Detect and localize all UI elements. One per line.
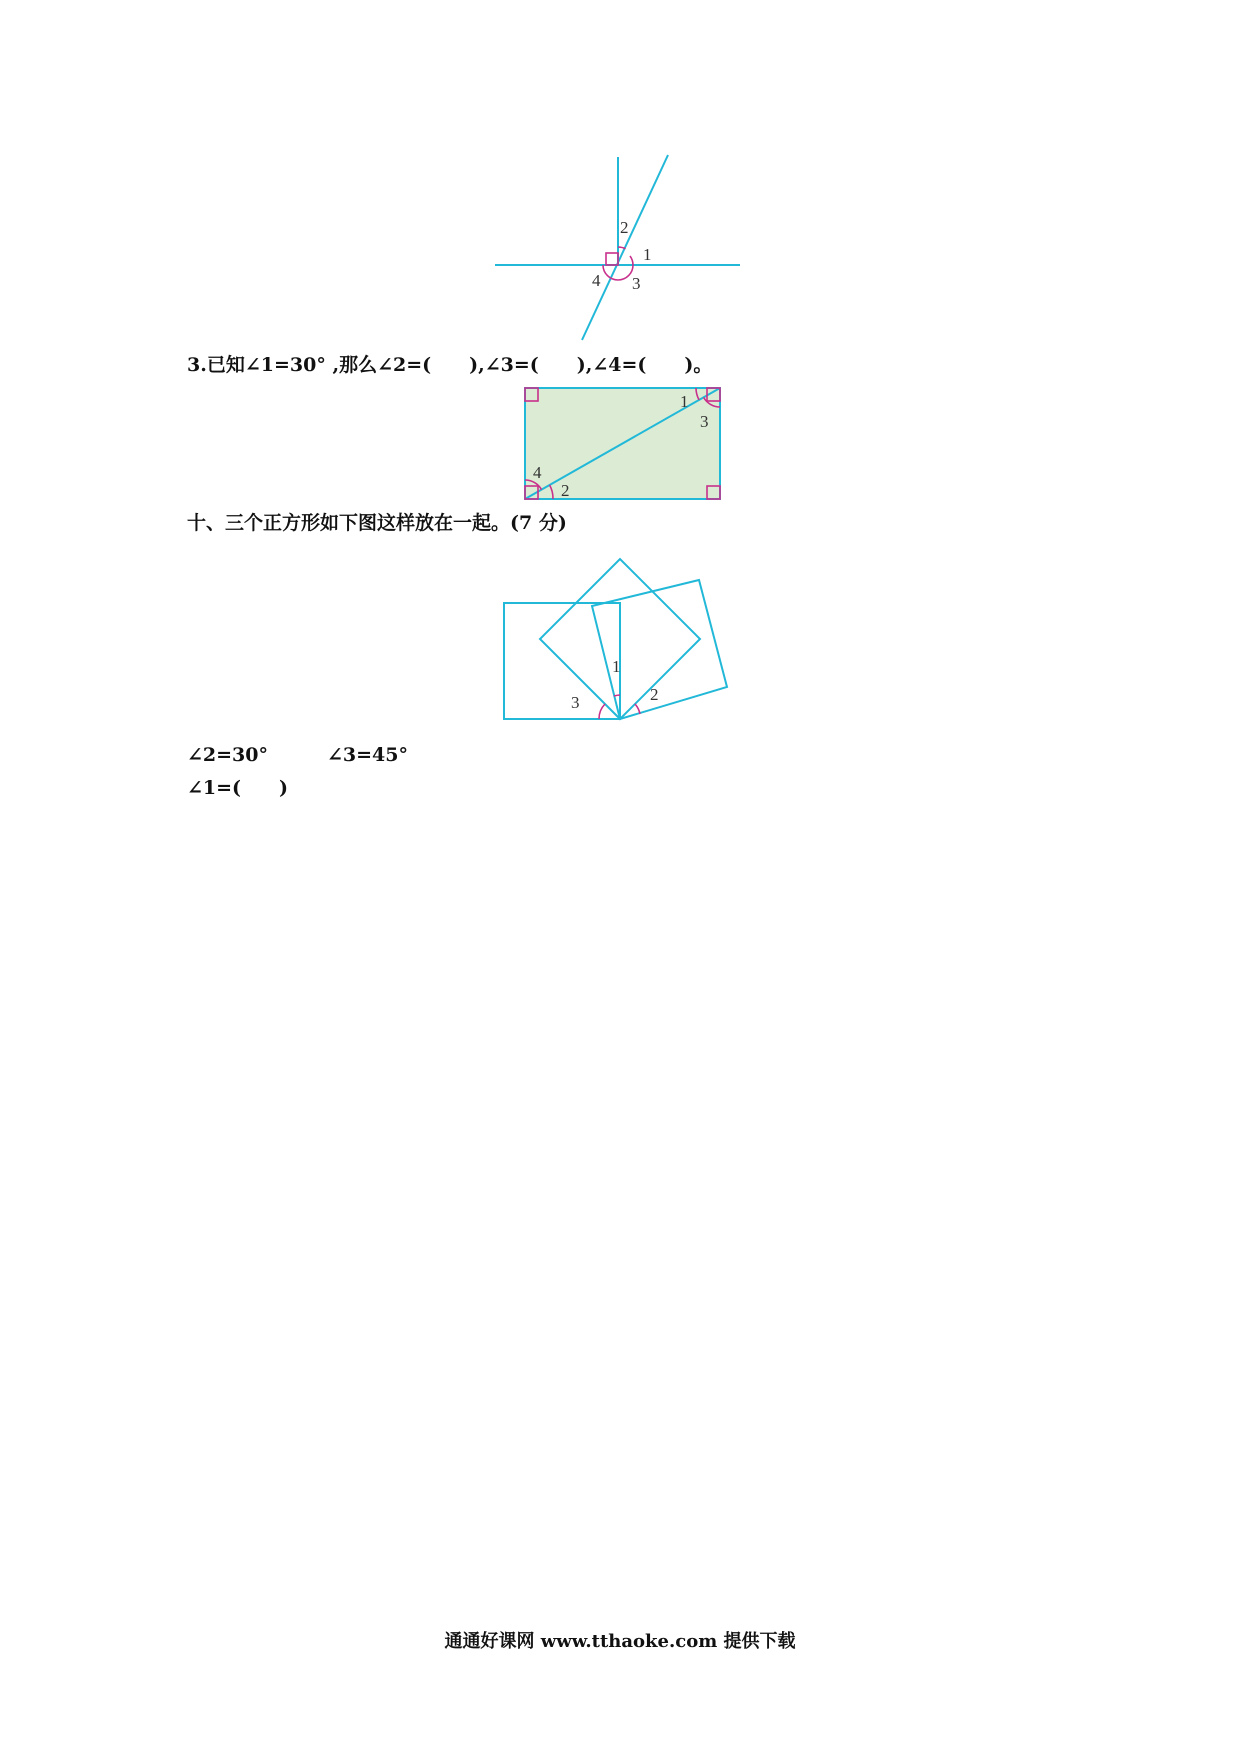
three-squares-figure [495, 548, 745, 733]
angle-label-4: 4 [592, 271, 601, 290]
right-angle-marker [606, 253, 618, 265]
question-10-heading: 十、三个正方形如下图这样放在一起。(7 分) [187, 512, 567, 534]
angle-label-3: 3 [700, 412, 709, 431]
angle-label-1: 1 [612, 657, 621, 676]
angle-label-2: 2 [620, 218, 629, 237]
angle-label-2: 2 [561, 481, 570, 500]
right-tilted-square [592, 580, 727, 719]
question-3: 3.已知∠1=30° ,那么∠2=( ),∠3=( ),∠4=( )。 [187, 354, 713, 376]
footer-source: 通通好课网 www.tthaoke.com 提供下载 [444, 1631, 796, 1652]
angle-1-arc [630, 256, 633, 265]
intersecting-lines-figure [490, 150, 750, 350]
angle-label-4: 4 [533, 463, 542, 482]
angle-3-arc [599, 704, 605, 719]
angle-label-1: 1 [643, 245, 652, 264]
angle-label-3: 3 [571, 693, 580, 712]
angle-label-3: 3 [632, 274, 641, 293]
rectangle-diagonal-figure [520, 383, 730, 508]
given-angle-3: ∠3=45° [327, 744, 409, 766]
oblique-line [582, 155, 668, 340]
angle-1-arc [614, 695, 620, 696]
angle-2-arc [635, 704, 640, 714]
angle-3-4-arc [603, 265, 633, 280]
angle-label-1: 1 [680, 392, 689, 411]
angle-label-2: 2 [650, 685, 659, 704]
answer-angle-1-blank: ∠1=( ) [187, 777, 289, 799]
given-angle-2: ∠2=30° [187, 744, 269, 766]
